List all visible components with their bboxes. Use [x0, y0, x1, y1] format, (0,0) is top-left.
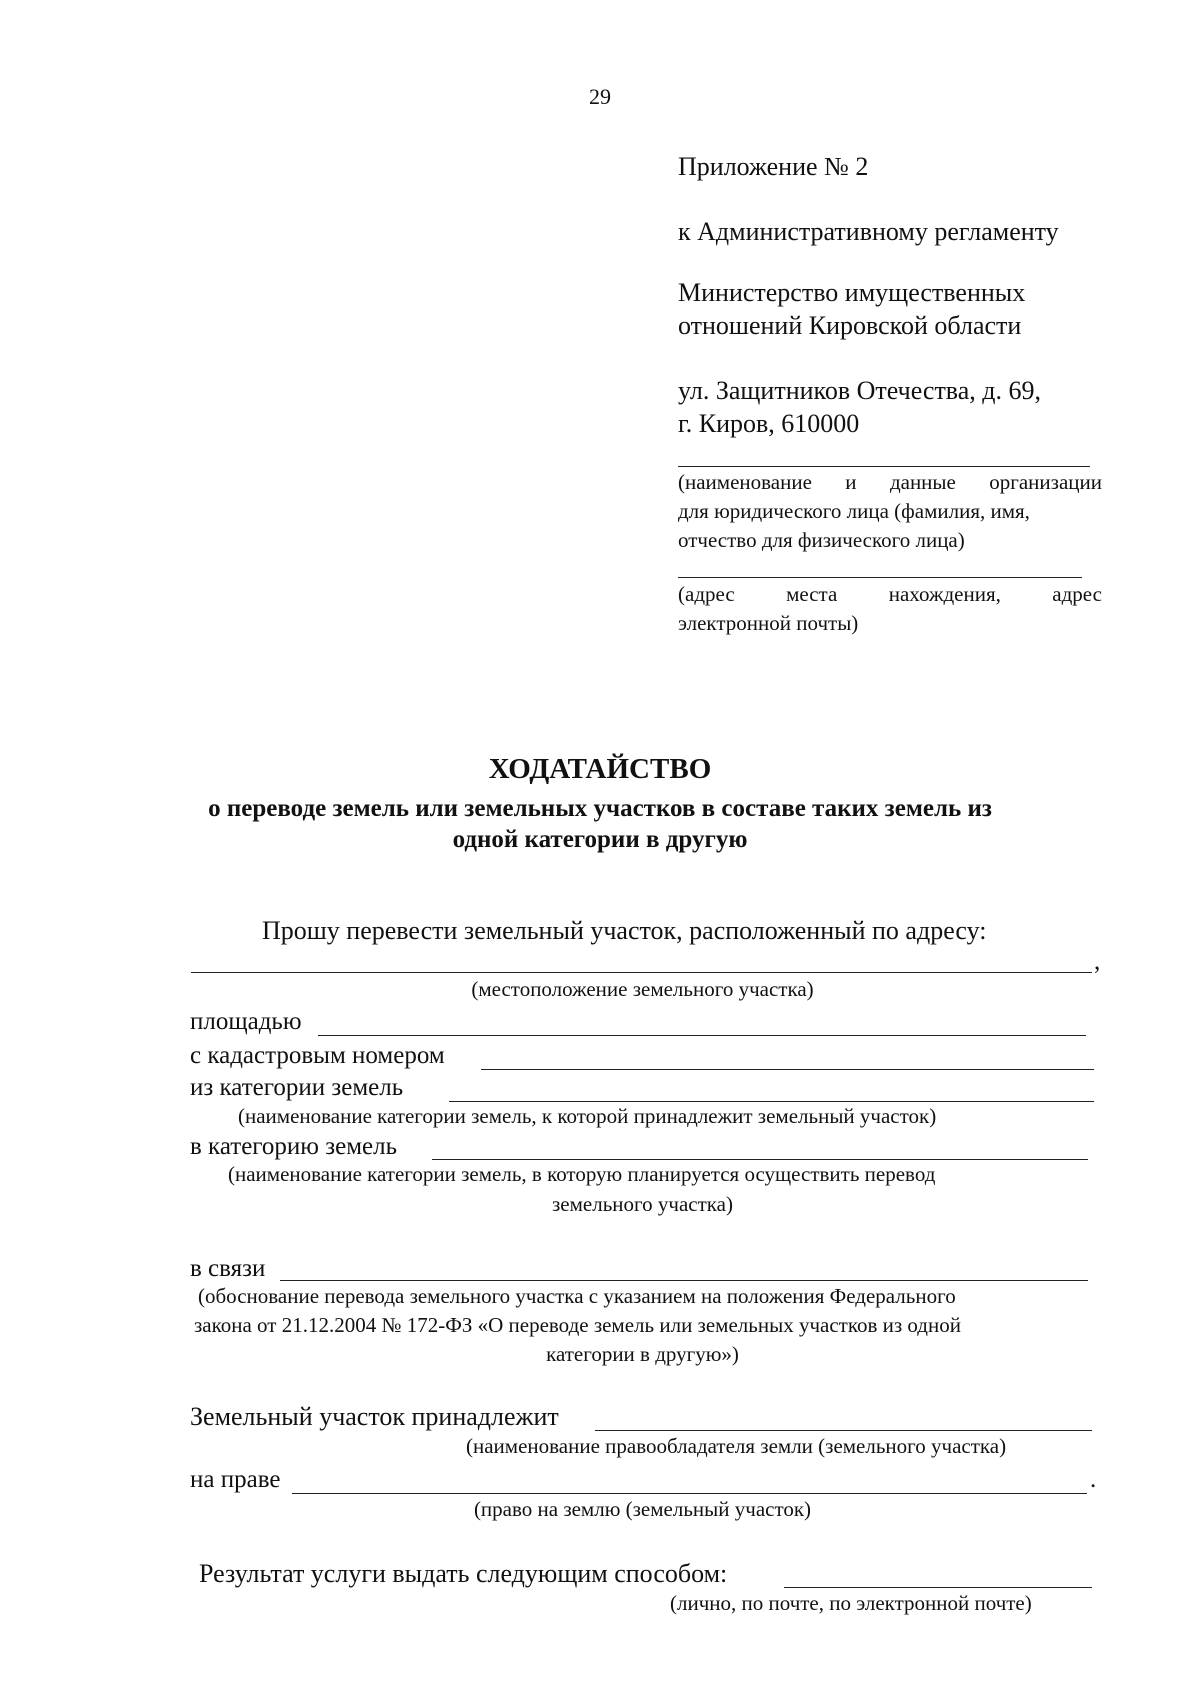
appendix-label: Приложение № 2	[678, 152, 869, 181]
reason-label: в связи	[190, 1255, 266, 1282]
right-label: на праве	[190, 1466, 281, 1493]
applicant-caption-line-3: отчество для физического лица)	[678, 528, 965, 552]
ministry-line-2: отношений Кировской области	[678, 311, 1022, 340]
cadastral-label: с кадастровым номером	[190, 1042, 445, 1069]
from-category-field[interactable]	[449, 1101, 1094, 1102]
regulation-label: к Административному регламенту	[678, 217, 1059, 246]
document-title: ХОДАТАЙСТВО	[488, 753, 712, 785]
ministry-line-1: Министерство имущественных	[678, 278, 1026, 307]
document-subtitle-line-2: одной категории в другую	[452, 826, 748, 853]
cadastral-number-field[interactable]	[481, 1069, 1094, 1070]
from-category-label: из категории земель	[190, 1074, 404, 1101]
reason-caption-line-1: (обоснование перевода земельного участка с указанием на положения Федерального	[198, 1284, 956, 1308]
right-field[interactable]	[292, 1493, 1087, 1494]
result-label: Результат услуги выдать следующим способом:	[199, 1559, 728, 1588]
document-subtitle-line-1: о переводе земель или земельных участков в составе таких земель из	[208, 795, 992, 822]
caption-word: (наименование	[678, 470, 812, 494]
result-caption: (лично, по почте, по электронной почте)	[670, 1591, 1032, 1615]
to-category-label: в категорию земель	[190, 1133, 397, 1160]
owner-label: Земельный участок принадлежит	[190, 1402, 559, 1431]
applicant-name-field[interactable]	[678, 466, 1090, 467]
applicant-address-field[interactable]	[678, 577, 1082, 578]
intro-text: Прошу перевести земельный участок, расположенный по адресу:	[262, 916, 987, 945]
owner-caption: (наименование правообладателя земли (земельного участка)	[466, 1434, 1007, 1458]
reason-caption-line-3: категории в другую»)	[546, 1342, 739, 1366]
caption-word: нахождения,	[888, 582, 1001, 606]
caption-word: (адрес	[678, 582, 735, 606]
address-line-2: г. Киров, 610000	[678, 409, 860, 438]
reason-field[interactable]	[280, 1280, 1088, 1281]
to-category-caption-line-1: (наименование категории земель, в которую планируется осуществить перевод	[228, 1162, 936, 1186]
owner-field[interactable]	[595, 1430, 1092, 1431]
right-period: .	[1090, 1466, 1097, 1493]
address-caption-line-2: электронной почты)	[678, 611, 859, 635]
right-caption: (право на землю (земельный участок)	[473, 1497, 812, 1521]
applicant-caption-line-2: для юридического лица (фамилия, имя,	[678, 499, 1030, 523]
area-field[interactable]	[318, 1035, 1086, 1036]
applicant-caption-line-1	[678, 468, 1102, 497]
location-comma: ,	[1094, 948, 1101, 975]
to-category-field[interactable]	[432, 1159, 1088, 1160]
address-line-1: ул. Защитников Отечества, д. 69,	[678, 376, 1042, 405]
result-method-field[interactable]	[784, 1587, 1092, 1588]
caption-word: места	[786, 582, 838, 606]
caption-word: и	[845, 470, 857, 494]
address-caption-line-1	[678, 580, 1102, 609]
page-number: 29	[589, 84, 611, 109]
to-category-caption-line-2: земельного участка)	[552, 1192, 733, 1216]
reason-caption-line-2: закона от 21.12.2004 № 172-ФЗ «О переводе земель или земельных участков из одной	[194, 1313, 961, 1337]
caption-word: адрес	[1052, 582, 1102, 606]
location-caption: (местоположение земельного участка)	[471, 977, 814, 1001]
from-category-caption: (наименование категории земель, к которой принадлежит земельный участок)	[238, 1104, 937, 1128]
location-field[interactable]	[191, 972, 1092, 973]
caption-word: организации	[989, 470, 1102, 494]
caption-word: данные	[889, 470, 956, 494]
area-label: площадью	[190, 1008, 302, 1035]
